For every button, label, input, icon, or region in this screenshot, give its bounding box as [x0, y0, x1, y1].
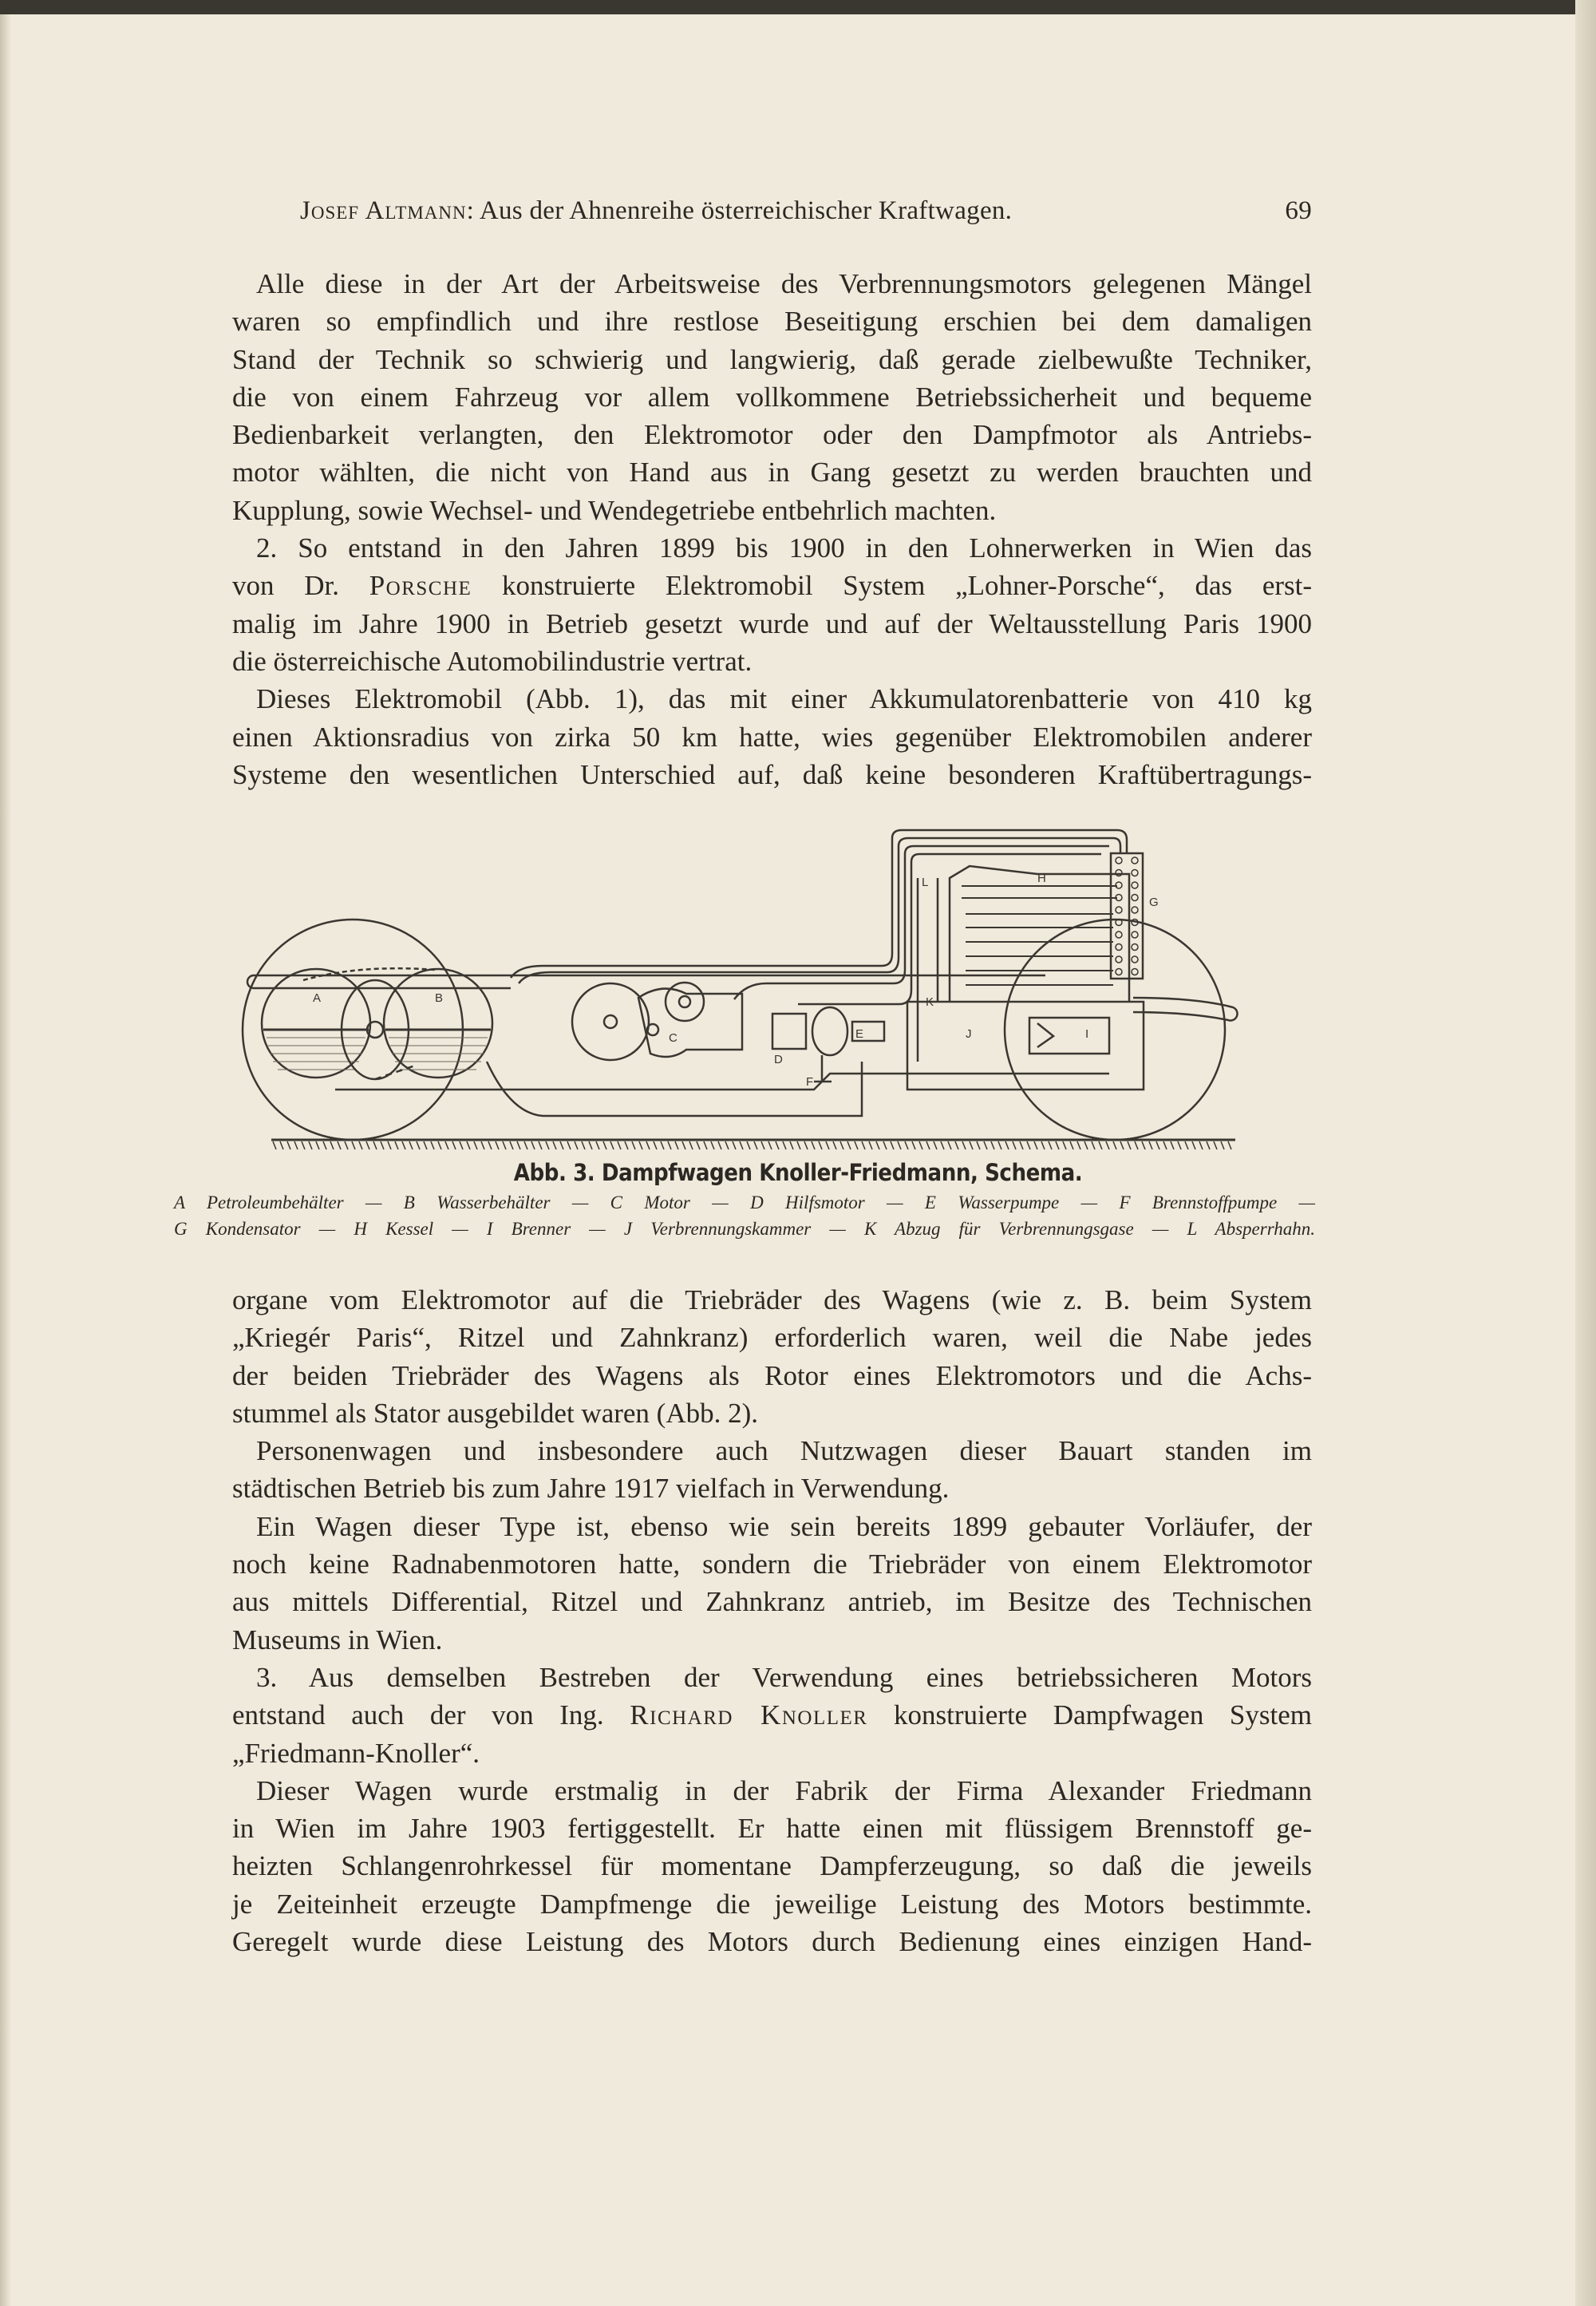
text-line	[232, 756, 1312, 793]
text-run: Dieses Elektromobil (Abb. 1), das mit einer Akkumulatorenbatterie von 410 kg	[256, 683, 1312, 715]
condenser-tube	[1116, 969, 1122, 975]
wheel-rear	[1005, 920, 1225, 1140]
diagram-label-g: G	[1149, 896, 1159, 909]
figure-legend-line-1: A Petroleumbehälter — B Wasserbehälter — C Motor — D Hilfsmotor — E Wasserpumpe — F Brennstoffpumpe —	[174, 1193, 1315, 1212]
text-line	[232, 416, 1312, 453]
text-run: aus mittels Differential, Ritzel und Zahnkranz antrieb, im Besitze des Technischen	[232, 1586, 1312, 1618]
text-line	[232, 605, 1312, 643]
text-line	[232, 680, 1312, 718]
text-run: motor wählten, die nicht von Hand aus in Gang gesetzt zu werden brauchten und	[232, 457, 1312, 488]
condenser-tube	[1116, 944, 1122, 951]
burner-i	[1029, 1018, 1109, 1054]
figure-caption-title: Abb. 3. Dampfwagen Knoller-Friedmann, Schema.	[513, 1159, 1083, 1186]
text-run: Geregelt wurde diese Leistung des Motors durch Bedienung eines einzigen Hand-	[232, 1926, 1312, 1958]
exhaust-k	[918, 878, 938, 1062]
text-run: Museums in Wien.	[232, 1624, 443, 1655]
aux-motor-d	[772, 1014, 806, 1049]
condenser-tube	[1132, 944, 1138, 951]
text-line	[232, 1281, 1312, 1319]
diagram-label-h: H	[1037, 872, 1046, 885]
diagram-label-j: J	[966, 1027, 972, 1041]
text-line	[232, 1508, 1312, 1545]
text-run: noch keine Radnabenmotoren hatte, sondern die Triebräder von einem Elektromotor	[232, 1549, 1312, 1580]
condenser-tube	[1116, 931, 1122, 938]
diagram-label-k: K	[926, 995, 934, 1009]
paragraph	[232, 529, 1312, 680]
header-title: : Aus der Ahnenreihe österreichischer Kraftwagen.	[466, 196, 1013, 225]
pump-e	[812, 1007, 847, 1055]
text-run: heizten Schlangenrohrkessel für momentane Dampferzeugung, so daß die jeweils	[232, 1850, 1312, 1882]
text-line	[232, 1659, 1312, 1696]
running-header	[300, 196, 1312, 231]
text-run: Kupplung, sowie Wechsel- und Wendegetriebe entbehrlich machten.	[232, 494, 997, 526]
body-text-top	[232, 265, 1312, 793]
page-number: 69	[1285, 196, 1312, 225]
text-run: malig im Jahre 1900 in Betrieb gesetzt wurde und auf der Weltausstellung Paris 1900	[232, 607, 1312, 639]
person-name: Porsche	[369, 570, 472, 602]
condenser-tube	[1116, 956, 1122, 963]
text-line	[232, 1469, 1312, 1507]
condenser-tube	[1132, 857, 1138, 864]
text-line	[232, 1432, 1312, 1469]
text-line	[232, 1696, 1312, 1734]
page-edge-right	[1575, 0, 1596, 2306]
text-line	[232, 1885, 1312, 1923]
text-line	[232, 453, 1312, 491]
text-line	[232, 1394, 1312, 1432]
text-run: Bedienbarkeit verlangten, den Elektromotor oder den Dampfmotor als Antriebs-	[232, 419, 1312, 451]
boiler-coils	[962, 886, 1117, 985]
body-text-bottom	[232, 1281, 1312, 1960]
text-run: entstand auch der von Ing.	[232, 1699, 630, 1731]
text-run: Systeme den wesentlichen Unterschied auf, daß keine besonderen Kraftübertragungs-	[232, 758, 1312, 790]
condenser-tube	[1132, 895, 1138, 901]
header-author: Josef Altmann	[300, 196, 467, 225]
text-run: konstruierte Elektromobil System „Lohner-Porsche“, das erst-	[472, 570, 1313, 602]
diagram-label-i: I	[1085, 1027, 1089, 1041]
text-line	[232, 378, 1312, 416]
text-line	[232, 1621, 1312, 1659]
text-line	[232, 1734, 1312, 1772]
text-line	[232, 1810, 1312, 1847]
text-run: 2. So entstand in den Jahren 1899 bis 1900 in den Lohnerwerken in Wien das	[256, 532, 1312, 564]
condenser-tube	[1132, 882, 1138, 888]
text-line	[232, 643, 1312, 680]
combustion-chamber-j	[907, 1002, 1144, 1090]
text-line	[232, 265, 1312, 303]
text-run: in Wien im Jahre 1903 fertiggestellt. Er hatte einen mit flüssigem Brennstoff ge-	[232, 1813, 1312, 1845]
diagram-label-a: A	[313, 991, 322, 1005]
text-line	[232, 1583, 1312, 1620]
text-run: waren so empfindlich und ihre restlose Beseitigung erschien bei dem damaligen	[232, 306, 1312, 338]
diagram-label-e: E	[855, 1027, 864, 1041]
text-line	[232, 492, 1312, 529]
text-run: „Kriegér Paris“, Ritzel und Zahnkranz) erforderlich waren, weil die Nabe jedes	[232, 1322, 1312, 1354]
paragraph	[232, 265, 1312, 529]
condenser-tube	[1132, 907, 1138, 913]
text-run: einen Aktionsradius von zirka 50 km hatte, wies gegenüber Elektromobilen anderer	[232, 721, 1312, 753]
text-line	[232, 1772, 1312, 1810]
text-run: „Friedmann-Knoller“.	[232, 1737, 480, 1769]
text-run: der beiden Triebräder des Wagens als Rotor eines Elektromotors und die Achs-	[232, 1359, 1312, 1391]
text-run: Dieser Wagen wurde erstmalig in der Fabrik der Firma Alexander Friedmann	[256, 1774, 1312, 1806]
pipe-bundle	[511, 830, 1127, 1004]
condenser-tube	[1132, 969, 1138, 975]
text-line	[232, 341, 1312, 378]
text-line	[232, 567, 1312, 604]
diagram-label-c: C	[669, 1031, 678, 1045]
diagram-label-l: L	[922, 876, 929, 889]
text-run: organe vom Elektromotor auf die Triebräder des Wagens (wie z. B. beim System	[232, 1284, 1312, 1315]
diagram-label-b: B	[435, 991, 444, 1005]
text-run: Personenwagen und insbesondere auch Nutzwagen dieser Bauart standen im	[256, 1435, 1312, 1467]
page-edge-top	[0, 0, 1596, 14]
paragraph	[232, 1432, 1312, 1508]
text-line	[232, 529, 1312, 567]
condenser-tube	[1132, 931, 1138, 938]
text-run: 3. Aus demselben Bestreben der Verwendung eines betriebssicheren Motors	[256, 1661, 1312, 1693]
condenser-tube	[1116, 907, 1122, 913]
text-run: stummel als Stator ausgebildet waren (Abb. 2).	[232, 1397, 759, 1429]
text-run: konstruierte Dampfwagen System	[867, 1699, 1312, 1731]
text-run: Ein Wagen dieser Type ist, ebenso wie sein bereits 1899 gebauter Vorläufer, der	[256, 1510, 1312, 1542]
paragraph	[232, 1508, 1312, 1659]
text-run: von Dr.	[232, 570, 369, 602]
page-edge-left	[0, 0, 11, 2306]
text-line	[232, 303, 1312, 340]
text-run: Alle diese in der Art der Arbeitsweise des Verbrennungsmotors gelegenen Mängel	[256, 268, 1312, 299]
text-run: je Zeiteinheit erzeugte Dampfmenge die jeweilige Leistung des Motors bestimmte.	[232, 1888, 1312, 1920]
text-line	[232, 1319, 1312, 1356]
person-name: Richard Knoller	[630, 1699, 868, 1731]
text-run: Stand der Technik so schwierig und langwierig, daß gerade zielbewußte Techniker,	[232, 343, 1312, 375]
condenser-tube	[1132, 870, 1138, 876]
figure-legend-line-2: G Kondensator — H Kessel — I Brenner — J Verbrennungskammer — K Abzug für Verbrennungsgase — L Absperrhahn.	[174, 1219, 1315, 1239]
fuel-pump-f	[814, 1055, 832, 1082]
text-run: städtischen Betrieb bis zum Jahre 1917 vielfach in Verwendung.	[232, 1473, 950, 1505]
text-line	[232, 1545, 1312, 1583]
text-line	[232, 1923, 1312, 1960]
text-run: die österreichische Automobilindustrie vertrat.	[232, 645, 753, 677]
text-line	[232, 1847, 1312, 1885]
condenser-tube	[1116, 857, 1122, 864]
condenser-tube	[1116, 870, 1122, 876]
paragraph	[232, 680, 1312, 793]
paragraph	[232, 1772, 1312, 1960]
text-run: die von einem Fahrzeug vor allem vollkommene Betriebssicherheit und bequeme	[232, 381, 1312, 413]
steam-car-schematic	[239, 814, 1277, 1157]
text-line	[232, 718, 1312, 756]
diagram-label-d: D	[774, 1053, 783, 1066]
condenser-tube	[1132, 956, 1138, 963]
paragraph	[232, 1659, 1312, 1772]
diagram-label-f: F	[806, 1075, 814, 1089]
text-line	[232, 1357, 1312, 1394]
ground-hatching	[273, 1141, 1231, 1149]
motor-c-flywheel	[572, 983, 649, 1060]
paragraph	[232, 1281, 1312, 1432]
